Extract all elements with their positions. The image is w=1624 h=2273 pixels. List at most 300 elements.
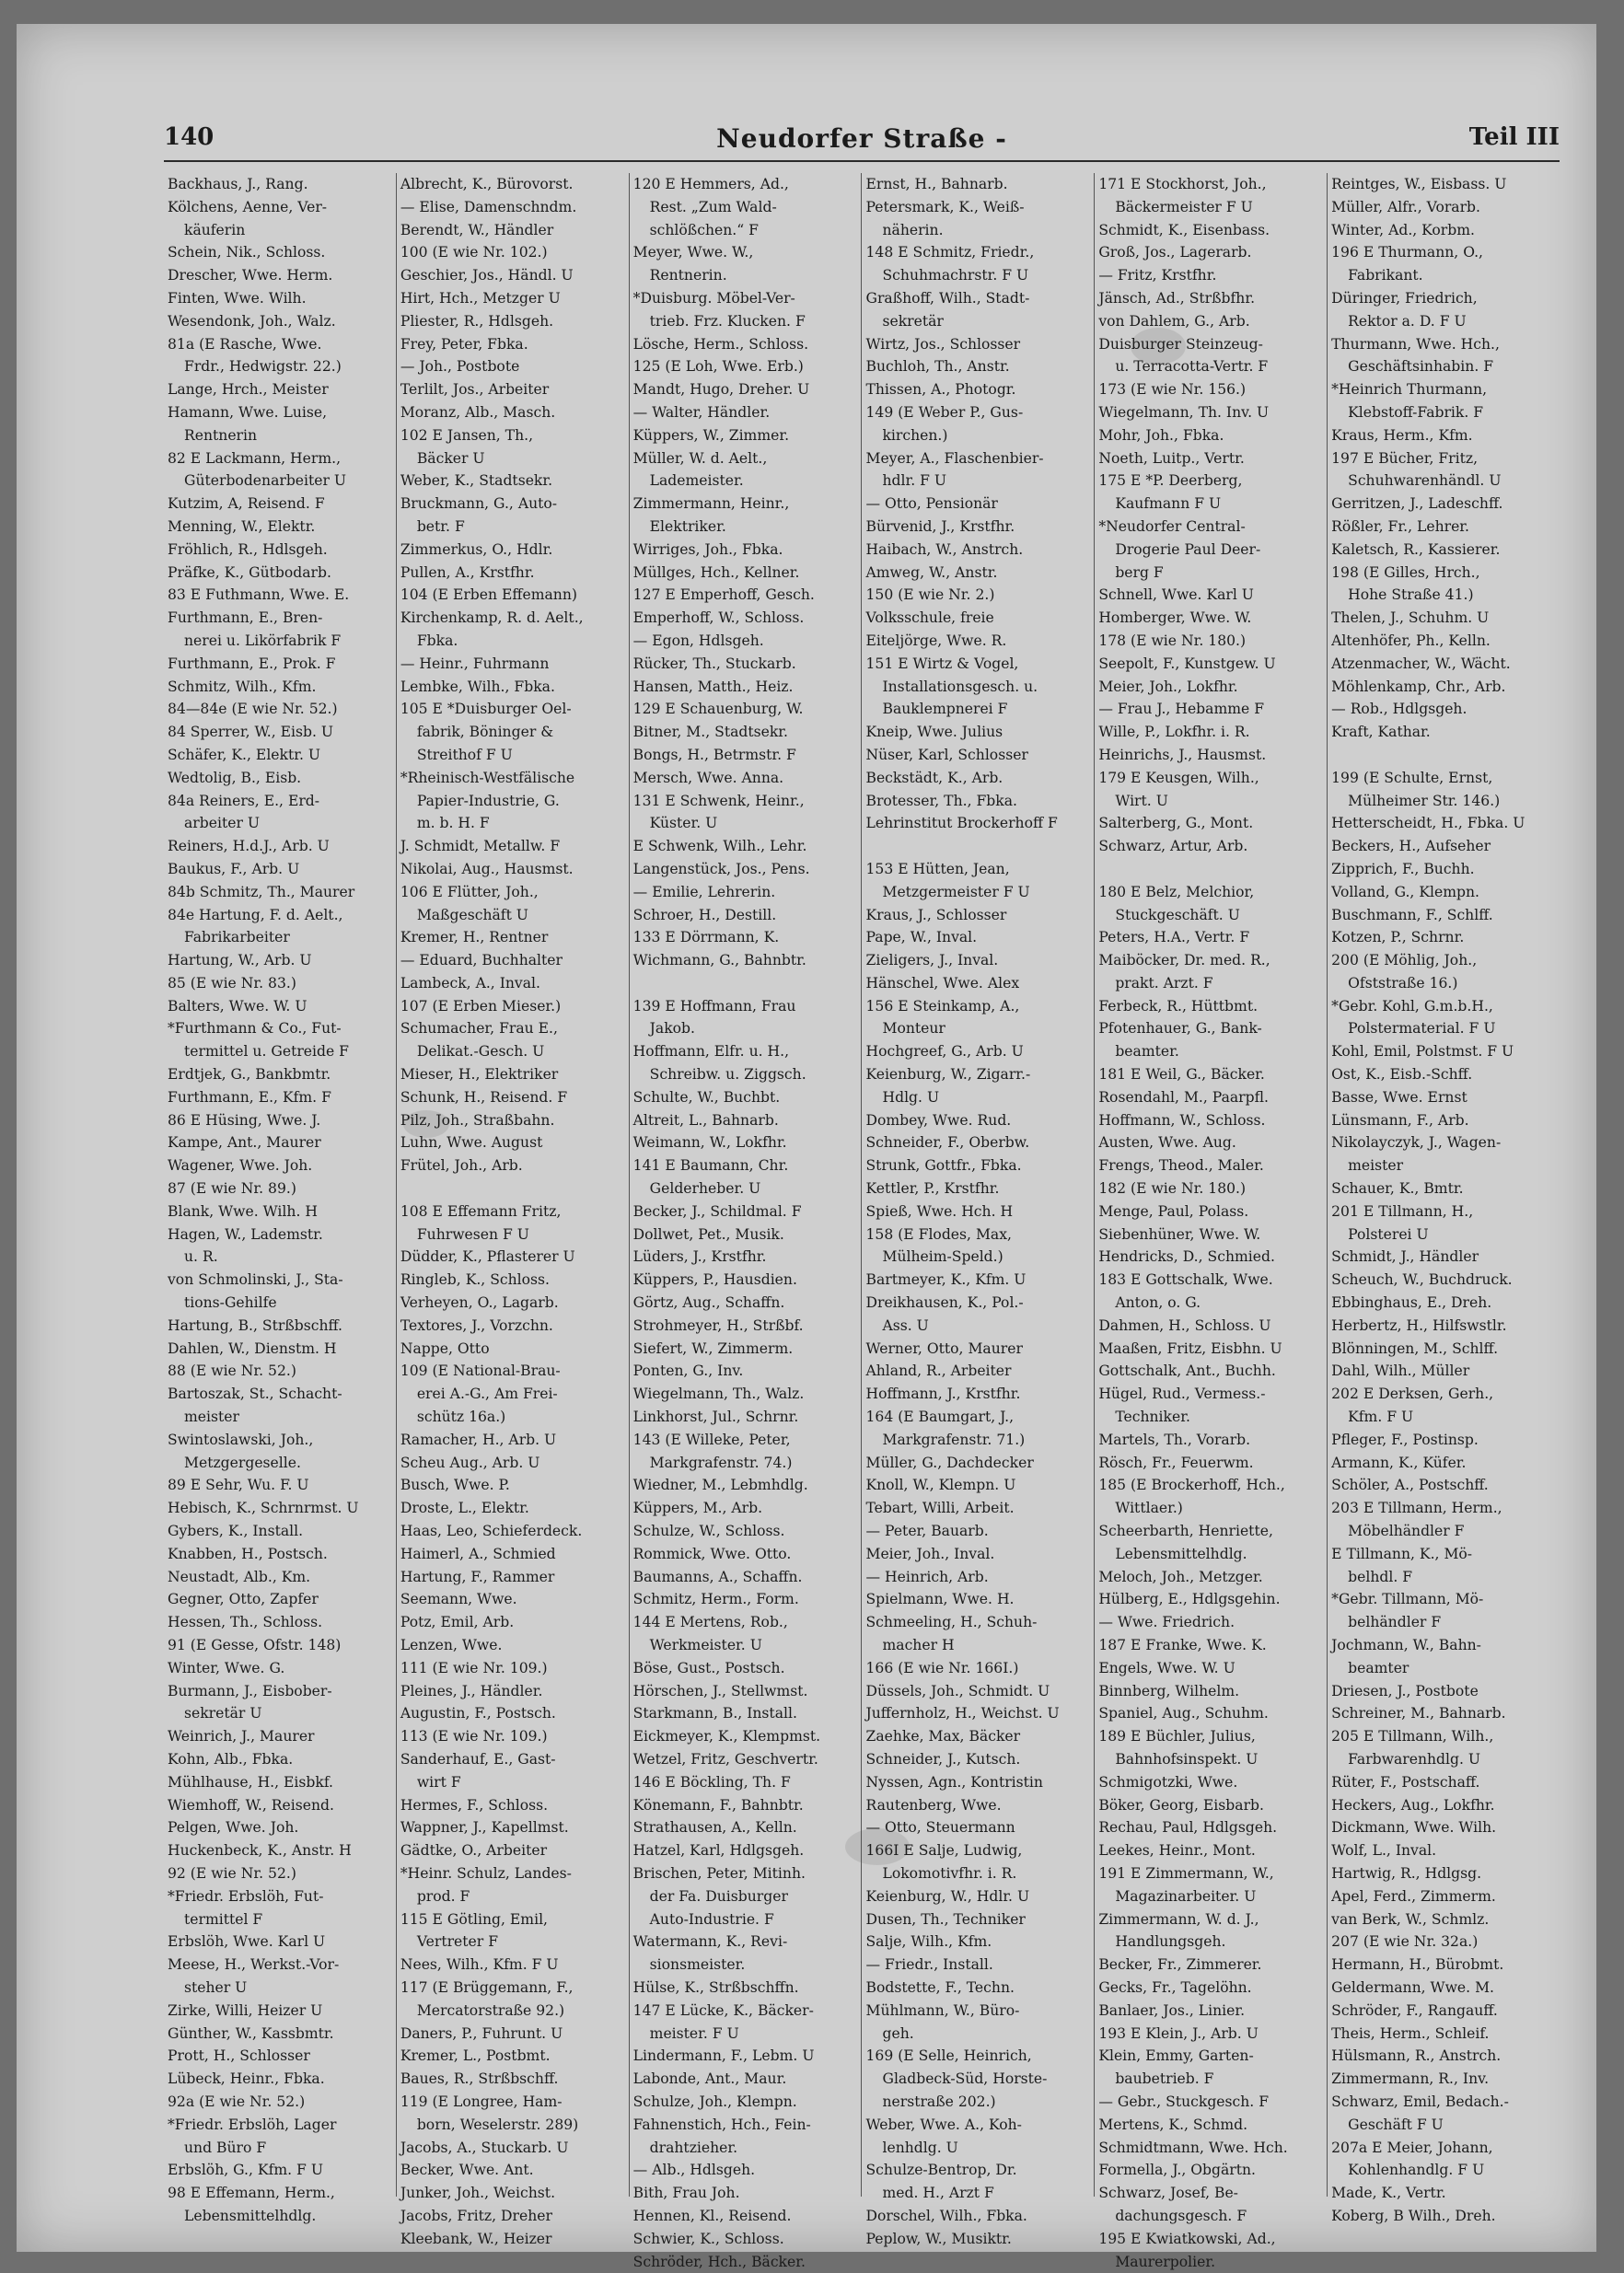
directory-entry: Rechau, Paul, Hdlgsgeh. [1098, 1819, 1278, 1837]
directory-entry: Weber, Wwe. A., Koh- [865, 2116, 1022, 2133]
directory-entry: Gädtke, O., Arbeiter [400, 1842, 548, 1860]
directory-entry-continuation: Metzgermeister F U [882, 883, 1030, 900]
directory-entry: Starkmann, B., Install. [632, 1705, 797, 1722]
directory-entry-continuation: Lademeister. [649, 472, 744, 490]
directory-entry: Blank, Wwe. Wilh. H [168, 1202, 318, 1220]
directory-entry: Beckstädt, K., Arb. [865, 769, 1003, 786]
directory-entry: Leekes, Heinr., Mont. [1098, 1842, 1256, 1860]
directory-entry-continuation: Installationsgesch. u. [882, 678, 1038, 695]
directory-entry: Hirt, Hch., Metzger U [400, 289, 561, 307]
directory-entry: 120 E Hemmers, Ad., [632, 176, 789, 192]
directory-entry: 207a E Meier, Johann, [1331, 2139, 1493, 2156]
directory-entry: 84 Sperrer, W., Eisb. U [168, 724, 334, 741]
directory-entry-continuation: Bauklempnerei F [882, 701, 1008, 718]
directory-entry: 185 (E Brockerhoff, Hch., [1098, 1477, 1285, 1494]
directory-entry: 108 E Effemann Fritz, [400, 1202, 562, 1220]
directory-entry-continuation: erei A.-G., Am Frei- [416, 1386, 558, 1403]
directory-entry: Nappe, Otto [400, 1339, 490, 1357]
directory-entry-continuation: Bäcker U [416, 449, 485, 467]
directory-entry: — Friedr., Install. [865, 1956, 993, 1974]
directory-entry: 205 E Tillmann, Wilh., [1331, 1728, 1494, 1745]
directory-entry: Huckenbeck, K., Anstr. H [168, 1842, 352, 1860]
directory-entry: Hebisch, K., Schrnrmst. U [168, 1500, 359, 1517]
directory-entry: Pleines, J., Händler. [400, 1682, 543, 1699]
directory-entry: *Furthmann & Co., Fut- [168, 1020, 342, 1038]
directory-entry-continuation: Rest. „Zum Wald- [649, 198, 777, 215]
directory-entry: Hörschen, J., Stellwmst. [632, 1682, 808, 1699]
directory-entry: Haas, Leo, Schieferdeck. [400, 1523, 583, 1540]
directory-entry: Dombey, Wwe. Rud. [865, 1111, 1012, 1129]
directory-entry: Made, K., Vertr. [1331, 2185, 1446, 2202]
directory-entry-continuation: schlößchen.“ F [649, 221, 759, 238]
directory-entry: Bongs, H., Betrmstr. F [632, 746, 796, 763]
directory-entry: 200 (E Möhlig, Joh., [1331, 952, 1478, 969]
directory-entry: Dahmen, H., Schloss. U [1098, 1316, 1271, 1334]
directory-entry-continuation: Ass. U [882, 1316, 929, 1334]
directory-entry: Schulze, Joh., Klempn. [632, 2093, 797, 2110]
directory-entry: Böker, Georg, Eisbarb. [1098, 1796, 1264, 1814]
directory-entry: Terlilt, Jos., Arbeiter [400, 381, 550, 399]
directory-entry: Schröder, Hch., Bäcker. [632, 2253, 806, 2270]
directory-entry: 84—84e (E wie Nr. 52.) [168, 701, 338, 718]
directory-entry-continuation: betr. F [416, 517, 465, 535]
directory-entry: 98 E Effemann, Herm., [168, 2185, 335, 2202]
directory-columns [164, 173, 1560, 2270]
directory-entry: Berendt, W., Händler [400, 221, 554, 238]
directory-entry: — Fritz, Krstfhr. [1098, 267, 1217, 284]
directory-entry-continuation: sionsmeister. [649, 1956, 746, 1974]
directory-entry: 149 (E Weber P., Gus- [865, 403, 1024, 421]
directory-entry: Kraus, J., Schlosser [865, 906, 1007, 923]
directory-entry: 144 E Mertens, Rob., [632, 1614, 788, 1631]
directory-entry: Lindermann, F., Lebm. U [632, 2047, 815, 2065]
directory-entry: Eickmeyer, K., Klempmst. [632, 1728, 821, 1745]
directory-entry: Meier, Joh., Inval. [865, 1545, 995, 1562]
directory-entry: Kraft, Kathar. [1331, 724, 1431, 741]
directory-entry: van Berk, W., Schmlz. [1331, 1910, 1490, 1928]
directory-entry: Hermes, F., Schloss. [400, 1796, 549, 1814]
directory-entry-continuation: Frdr., Hedwigstr. 22.) [184, 358, 342, 376]
directory-entry: Winter, Wwe. G. [168, 1659, 285, 1676]
directory-entry: Dusen, Th., Techniker [865, 1910, 1026, 1928]
directory-entry: Eiteljörge, Wwe. R. [865, 632, 1007, 649]
directory-entry [865, 835, 1089, 858]
directory-entry: Müller, G., Dachdecker [865, 1454, 1034, 1471]
directory-entry: 196 E Thurmann, O., [1331, 244, 1484, 261]
directory-entry: Heinrichs, J., Hausmst. [1098, 746, 1267, 763]
directory-entry: Sanderhauf, E., Gast- [400, 1750, 556, 1768]
directory-entry: 86 E Hüsing, Wwe. J. [168, 1111, 321, 1129]
directory-entry: Hartwig, R., Hdlgsg. [1331, 1864, 1482, 1882]
directory-entry-continuation: Kfm. F U [1348, 1409, 1414, 1426]
directory-entry: 131 E Schwenk, Heinr., [632, 792, 805, 809]
directory-entry: Schwarz, Emil, Bedach.- [1331, 2093, 1509, 2110]
directory-entry: Bartmeyer, K., Kfm. U [865, 1271, 1027, 1289]
directory-entry: Mohr, Joh., Fbka. [1098, 426, 1224, 444]
directory-entry: Wichmann, G., Bahnbtr. [632, 952, 806, 969]
directory-entry: 105 E *Duisburger Oel- [400, 701, 572, 718]
directory-entry-continuation: geh. [882, 2024, 914, 2042]
directory-entry: 199 (E Schulte, Ernst, [1331, 769, 1493, 786]
directory-entry: Apel, Ferd., Zimmerm. [1331, 1887, 1496, 1905]
directory-entry: Gottschalk, Ant., Buchh. [1098, 1363, 1276, 1380]
directory-entry: Kremer, L., Postbmt. [400, 2047, 551, 2065]
directory-entry: Meloch, Joh., Metzger. [1098, 1568, 1263, 1585]
directory-entry: 180 E Belz, Melchior, [1098, 883, 1255, 900]
directory-entry: — Joh., Postbote [400, 358, 520, 376]
directory-entry: Siebenhüner, Wwe. W. [1098, 1225, 1261, 1243]
directory-entry: 83 E Futhmann, Wwe. E. [168, 586, 350, 604]
directory-entry: Bürvenid, J., Krstfhr. [865, 517, 1015, 535]
directory-column-6 [1328, 173, 1560, 2224]
directory-entry: Schneider, J., Kutsch. [865, 1750, 1021, 1768]
directory-entry: Kirchenkamp, R. d. Aelt., [400, 609, 584, 627]
directory-entry: Altenhöfer, Ph., Kelln. [1331, 632, 1491, 649]
directory-entry: 146 E Böckling, Th. F [632, 1773, 791, 1791]
directory-entry: Zimmerkus, O., Hdlr. [400, 540, 553, 558]
directory-entry: Wiegelmann, Th., Walz. [632, 1386, 805, 1403]
directory-entry: 104 (E Erben Effemann) [400, 586, 577, 604]
directory-column-1 [164, 173, 397, 2224]
directory-entry: Theis, Herm., Schleif. [1331, 2024, 1490, 2042]
directory-entry: Peters, H.A., Vertr. F [1098, 929, 1250, 946]
directory-entry: Jacobs, A., Stuckarb. U [400, 2139, 569, 2156]
directory-entry: Hülse, K., Strßbschffn. [632, 1978, 799, 1996]
directory-entry: Langenstück, Jos., Pens. [632, 860, 810, 877]
directory-entry: Hoffmann, J., Krstfhr. [865, 1386, 1021, 1403]
directory-entry: 127 E Emperhoff, Gesch. [632, 586, 815, 604]
directory-entry: — Wwe. Friedrich. [1098, 1614, 1235, 1631]
directory-entry: Tebart, Willi, Arbeit. [865, 1500, 1015, 1517]
directory-entry: Gegner, Otto, Zapfer [168, 1591, 319, 1608]
directory-entry: Wiemhoff, W., Reisend. [168, 1796, 334, 1814]
directory-entry: Schreiner, M., Bahnarb. [1331, 1705, 1506, 1722]
directory-entry: Salterberg, G., Mont. [1098, 815, 1254, 832]
directory-entry: Armann, K., Küfer. [1331, 1454, 1467, 1471]
directory-entry: Hartung, F., Rammer [400, 1568, 555, 1585]
directory-entry: Küppers, M., Arb. [632, 1500, 763, 1517]
directory-entry: Banlaer, Jos., Linier. [1098, 2001, 1246, 2019]
directory-entry: Lange, Hrch., Meister [168, 381, 329, 399]
directory-entry: von Dahlem, G., Arb. [1098, 312, 1250, 330]
directory-entry: Werner, Otto, Maurer [865, 1339, 1023, 1357]
directory-entry-continuation: sekretär U [184, 1705, 262, 1722]
directory-entry: 207 (E wie Nr. 32a.) [1331, 1933, 1479, 1951]
directory-entry: Wolf, L., Inval. [1331, 1842, 1437, 1860]
directory-entry: Strohmeyer, H., Strßbf. [632, 1316, 804, 1334]
directory-column-4 [862, 173, 1095, 2247]
directory-entry: Furthmann, E., Prok. F [168, 655, 336, 672]
directory-entry: — Heinrich, Arb. [865, 1568, 989, 1585]
directory-entry-continuation: sekretär [882, 312, 944, 330]
directory-entry: 169 (E Selle, Heinrich, [865, 2047, 1032, 2065]
directory-entry: — Frau J., Hebamme F [1098, 701, 1265, 718]
directory-entry: 119 (E Longree, Ham- [400, 2093, 563, 2110]
directory-entry: Engels, Wwe. W. U [1098, 1659, 1235, 1676]
directory-entry-continuation: Farbwarenhdlg. U [1348, 1750, 1481, 1768]
directory-entry-continuation: Stuckgeschäft. U [1115, 906, 1240, 923]
directory-entry-continuation: wirt F [416, 1773, 461, 1791]
directory-entry: Nyssen, Agn., Kontristin [865, 1773, 1043, 1791]
directory-entry: Nikolayczyk, J., Wagen- [1331, 1134, 1502, 1152]
directory-entry: J. Schmidt, Metallw. F [400, 838, 561, 855]
directory-entry: Nüser, Karl, Schlosser [865, 746, 1028, 763]
directory-entry: Zimmermann, R., Inv. [1331, 2070, 1490, 2088]
directory-entry: Ost, K., Eisb.-Schff. [1331, 1066, 1473, 1084]
directory-entry-continuation: näherin. [882, 221, 944, 238]
directory-entry: Lambeck, A., Inval. [400, 974, 540, 992]
directory-entry: Lüders, J., Krstfhr. [632, 1248, 767, 1266]
directory-entry: Salje, Wilh., Kfm. [865, 1933, 992, 1951]
directory-entry: Baukus, F., Arb. U [168, 860, 300, 877]
directory-entry: — Heinr., Fuhrmann [400, 655, 550, 672]
directory-entry: Schneider, F., Oberbw. [865, 1134, 1030, 1152]
directory-entry-continuation: Geschäftsinhabin. F [1348, 358, 1494, 376]
directory-entry-continuation: Fbka. [416, 632, 458, 649]
directory-entry: Zaehke, Max, Bäcker [865, 1728, 1021, 1745]
directory-entry: Reiners, H.d.J., Arb. U [168, 838, 330, 855]
directory-entry-continuation: Schuhmachrstr. F U [882, 267, 1029, 284]
directory-entry: Wetzel, Fritz, Geschvertr. [632, 1750, 818, 1768]
directory-entry: Weber, K., Stadtsekr. [400, 472, 553, 490]
directory-entry: Kutzim, A, Reisend. F [168, 495, 325, 513]
directory-entry-continuation: der Fa. Duisburger [649, 1887, 788, 1905]
directory-entry: Neustadt, Alb., Km. [168, 1568, 311, 1585]
directory-entry: 84a Reiners, E., Erd- [168, 792, 320, 809]
directory-entry-continuation: Handlungsgeh. [1115, 1933, 1226, 1951]
directory-entry: 89 E Sehr, Wu. F. U [168, 1477, 309, 1494]
directory-entry: Dahl, Wilh., Müller [1331, 1363, 1470, 1380]
directory-entry-continuation: Anton, o. G. [1115, 1294, 1201, 1312]
directory-entry: Albrecht, K., Bürovorst. [400, 176, 574, 192]
directory-entry-continuation: lenhdlg. U [882, 2139, 958, 2156]
directory-entry: Schulte, W., Buchbt. [632, 1088, 781, 1106]
directory-entry-continuation: med. H., Arzt F [882, 2185, 994, 2202]
directory-entry-continuation: und Büro F [184, 2139, 267, 2156]
directory-entry-continuation: nerei u. Likörfabrik F [184, 632, 342, 649]
directory-entry: Zimmermann, W. d. J., [1098, 1910, 1259, 1928]
directory-entry: Kleebank, W., Heizer [400, 2230, 552, 2247]
directory-entry: — Alb., Hdlsgeh. [632, 2162, 756, 2179]
directory-entry: Schulze, W., Schloss. [632, 1523, 785, 1540]
directory-entry: Müller, W. d. Aelt., [632, 449, 768, 467]
directory-entry-continuation: drahtzieher. [649, 2139, 738, 2156]
directory-entry: Strunk, Gottfr., Fbka. [865, 1157, 1022, 1175]
directory-entry-continuation: prod. F [416, 1887, 470, 1905]
directory-entry: *Heinrich Thurmann, [1331, 381, 1488, 399]
directory-entry: Pilz, Joh., Straßbahn. [400, 1111, 555, 1129]
directory-entry-continuation: Güterbodenarbeiter U [184, 472, 347, 490]
directory-entry: Drescher, Wwe. Herm. [168, 267, 333, 284]
directory-entry: Scheu Aug., Arb. U [400, 1454, 540, 1471]
directory-entry: Schmitz, Wilh., Kfm. [168, 678, 317, 695]
directory-entry: Geldermann, Wwe. M. [1331, 1978, 1495, 1996]
directory-entry: *Rheinisch-Westfälische [400, 769, 575, 786]
directory-entry-continuation: Elektriker. [649, 517, 726, 535]
directory-entry-continuation: Ofststraße 16.) [1348, 974, 1458, 992]
directory-entry [400, 1177, 624, 1200]
directory-entry: Fröhlich, R., Hdlsgeh. [168, 540, 328, 558]
directory-entry: 171 E Stockhorst, Joh., [1098, 176, 1267, 192]
directory-entry: — Otto, Pensionär [865, 495, 998, 513]
directory-entry-continuation: baubetrieb. F [1115, 2070, 1214, 2088]
directory-entry: 100 (E wie Nr. 102.) [400, 244, 548, 261]
directory-entry: Dahlen, W., Dienstm. H [168, 1339, 337, 1357]
directory-entry: Busch, Wwe. P. [400, 1477, 510, 1494]
directory-entry: Duisburger Steinzeug- [1098, 335, 1263, 353]
directory-entry: Buschmann, F., Schlff. [1331, 906, 1493, 923]
directory-entry-continuation: Gladbeck-Süd, Horste- [882, 2070, 1048, 2088]
directory-entry: Ponten, G., Inv. [632, 1363, 744, 1380]
directory-entry: Ferbeck, R., Hüttbmt. [1098, 997, 1259, 1015]
directory-entry-continuation: Mülheim-Speld.) [882, 1248, 1003, 1266]
directory-entry-continuation: Polsterei U [1348, 1225, 1429, 1243]
directory-entry: Jacobs, Fritz, Dreher [400, 2207, 552, 2224]
directory-entry-continuation: Rektor a. D. F U [1348, 312, 1467, 330]
directory-entry: — Eduard, Buchhalter [400, 952, 563, 969]
directory-entry: 113 (E wie Nr. 109.) [400, 1728, 548, 1745]
directory-entry: Präfke, K., Gütbodarb. [168, 563, 331, 581]
directory-entry: Volksschule, freie [865, 609, 994, 627]
directory-entry: Wedtolig, B., Eisb. [168, 769, 302, 786]
directory-entry-continuation: arbeiter U [184, 815, 260, 832]
directory-entry: Rücker, Th., Stuckarb. [632, 655, 796, 672]
directory-entry: Brotesser, Th., Fbka. [865, 792, 1017, 809]
directory-entry: 92 (E wie Nr. 52.) [168, 1864, 296, 1882]
page-number: 140 [164, 123, 215, 151]
directory-entry: Graßhoff, Wilh., Stadt- [865, 289, 1030, 307]
directory-column-5 [1095, 173, 1328, 2270]
directory-entry: Schnell, Wwe. Karl U [1098, 586, 1254, 604]
directory-entry-continuation: Schuhwarenhändl. U [1348, 472, 1502, 490]
directory-entry: Petersmark, K., Weiß- [865, 198, 1025, 215]
directory-entry: Binnberg, Wilhelm. [1098, 1682, 1240, 1699]
directory-entry: E Schwenk, Wilh., Lehr. [632, 838, 807, 855]
directory-entry: Bruckmann, G., Auto- [400, 495, 558, 513]
directory-entry: Spieß, Wwe. Hch. H [865, 1202, 1014, 1220]
directory-entry: Ahland, R., Arbeiter [865, 1363, 1012, 1380]
directory-entry-continuation: kirchen.) [882, 426, 948, 444]
directory-entry: 85 (E wie Nr. 83.) [168, 974, 296, 992]
directory-entry: — Walter, Händler. [632, 403, 771, 421]
directory-entry: Schmidt, K., Eisenbass. [1098, 221, 1270, 238]
directory-entry: 179 E Keusgen, Wilh., [1098, 769, 1259, 786]
directory-entry: Erdtjek, G., Bankbmtr. [168, 1066, 331, 1084]
directory-entry: 164 (E Baumgart, J., [865, 1409, 1015, 1426]
directory-entry: Schwarz, Artur, Arb. [1098, 838, 1248, 855]
directory-entry: 183 E Gottschalk, Wwe. [1098, 1271, 1273, 1289]
directory-entry: — Rob., Hdlgsgeh. [1331, 701, 1467, 718]
directory-entry: Mieser, H., Elektriker [400, 1066, 559, 1084]
directory-entry: Dickmann, Wwe. Wilh. [1331, 1819, 1497, 1837]
directory-entry: 156 E Steinkamp, A., [865, 997, 1020, 1015]
directory-entry: Frengs, Theod., Maler. [1098, 1157, 1264, 1175]
directory-entry: Schulze-Bentrop, Dr. [865, 2162, 1017, 2179]
directory-entry-continuation: Techniker. [1115, 1409, 1190, 1426]
directory-entry: Becker, Wwe. Ant. [400, 2162, 534, 2179]
directory-entry: 203 E Tillmann, Herm., [1331, 1500, 1502, 1517]
directory-entry-continuation: fabrik, Böninger & [416, 724, 554, 741]
directory-entry: Gybers, K., Install. [168, 1523, 304, 1540]
directory-entry-continuation: Lebensmittelhdlg. [184, 2207, 317, 2224]
directory-entry-continuation: Papier-Industrie, G. [416, 792, 560, 809]
directory-entry: 150 (E wie Nr. 2.) [865, 586, 995, 604]
directory-entry: Droste, L., Elektr. [400, 1500, 529, 1517]
directory-entry: Dreikhausen, K., Pol.- [865, 1294, 1024, 1312]
directory-entry: Lünsmann, F., Arb. [1331, 1111, 1469, 1129]
directory-entry: 102 E Jansen, Th., [400, 426, 534, 444]
directory-entry: 153 E Hütten, Jean, [865, 860, 1010, 877]
directory-entry: Linkhorst, Jul., Schrnr. [632, 1409, 799, 1426]
directory-entry: Seepolt, F., Kunstgew. U [1098, 655, 1276, 672]
directory-entry: Rößler, Fr., Lehrer. [1331, 517, 1469, 535]
directory-entry: Kraus, Herm., Kfm. [1331, 426, 1473, 444]
directory-entry: Müllges, Hch., Kellner. [632, 563, 800, 581]
directory-entry: Wesendonk, Joh., Walz. [168, 312, 336, 330]
directory-entry: Keienburg, W., Zigarr.- [865, 1066, 1031, 1084]
directory-entry: 117 (E Brüggemann, F., [400, 1978, 574, 1996]
directory-entry: 147 E Lücke, K., Bäcker- [632, 2001, 814, 2019]
directory-entry-continuation: tions-Gehilfe [184, 1294, 277, 1312]
directory-entry: Heckers, Aug., Lokfhr. [1331, 1796, 1495, 1814]
directory-entry: Kohn, Alb., Fbka. [168, 1750, 294, 1768]
directory-entry: Meyer, A., Flaschenbier- [865, 449, 1044, 467]
directory-entry-continuation: Kaufmann F U [1115, 495, 1222, 513]
directory-entry: Schroer, H., Destill. [632, 906, 777, 923]
directory-entry: 111 (E wie Nr. 109.) [400, 1659, 548, 1676]
directory-entry: Ernst, H., Bahnarb. [865, 176, 1008, 192]
directory-entry: Zipprich, F., Buchh. [1331, 860, 1475, 877]
directory-entry: Schumacher, Frau E., [400, 1020, 558, 1038]
directory-entry-continuation: Gelderheber. U [649, 1180, 761, 1198]
directory-entry: Maiböcker, Dr. med. R., [1098, 952, 1270, 969]
directory-entry: Scheerbarth, Henriette, [1098, 1523, 1273, 1540]
directory-entry-continuation: Monteur [882, 1020, 945, 1038]
directory-entry: 166I E Salje, Ludwig, [865, 1842, 1023, 1860]
directory-entry: Homberger, Wwe. W. [1098, 609, 1252, 627]
directory-entry: Pfotenhauer, G., Bank- [1098, 1020, 1262, 1038]
directory-entry: Kotzen, P., Schrnr. [1331, 929, 1465, 946]
directory-entry-continuation: Streithof F U [416, 746, 513, 763]
directory-entry: Wagener, Wwe. Joh. [168, 1157, 313, 1175]
directory-entry: Mühlhause, H., Eisbkf. [168, 1773, 334, 1791]
directory-entry: Bodstette, F., Techn. [865, 1978, 1015, 1996]
directory-entry: 202 E Derksen, Gerh., [1331, 1386, 1494, 1403]
directory-entry: *Neudorfer Central- [1098, 517, 1246, 535]
directory-entry-continuation: schütz 16a.) [416, 1409, 506, 1426]
directory-entry: Knabben, H., Postsch. [168, 1545, 328, 1562]
directory-entry: Hansen, Matth., Heiz. [632, 678, 794, 695]
directory-entry: Emperhoff, W., Schloss. [632, 609, 805, 627]
directory-entry: 92a (E wie Nr. 52.) [168, 2093, 306, 2110]
directory-column-2 [397, 173, 630, 2247]
directory-entry: Ringleb, K., Schloss. [400, 1271, 551, 1289]
directory-entry: Martels, Th., Vorarb. [1098, 1431, 1251, 1448]
directory-entry: 139 E Hoffmann, Frau [632, 997, 796, 1015]
directory-entry-continuation: beamter. [1115, 1043, 1179, 1061]
directory-entry: 191 E Zimmermann, W., [1098, 1864, 1274, 1882]
directory-entry-continuation: u. Terracotta-Vertr. F [1115, 358, 1269, 376]
directory-entry: Schäfer, K., Elektr. U [168, 746, 321, 763]
directory-entry: Hagen, W., Lademstr. [168, 1225, 323, 1243]
directory-entry: Junker, Joh., Weichst. [400, 2185, 556, 2202]
directory-entry: 107 (E Erben Mieser.) [400, 997, 562, 1015]
directory-entry: Görtz, Aug., Schaffn. [632, 1294, 785, 1312]
part-label: Teil III [1468, 123, 1560, 151]
directory-entry: Prott, H., Schlosser [168, 2047, 310, 2065]
directory-entry: Labonde, Ant., Maur. [632, 2070, 787, 2088]
directory-entry: 151 E Wirtz & Vogel, [865, 655, 1019, 672]
